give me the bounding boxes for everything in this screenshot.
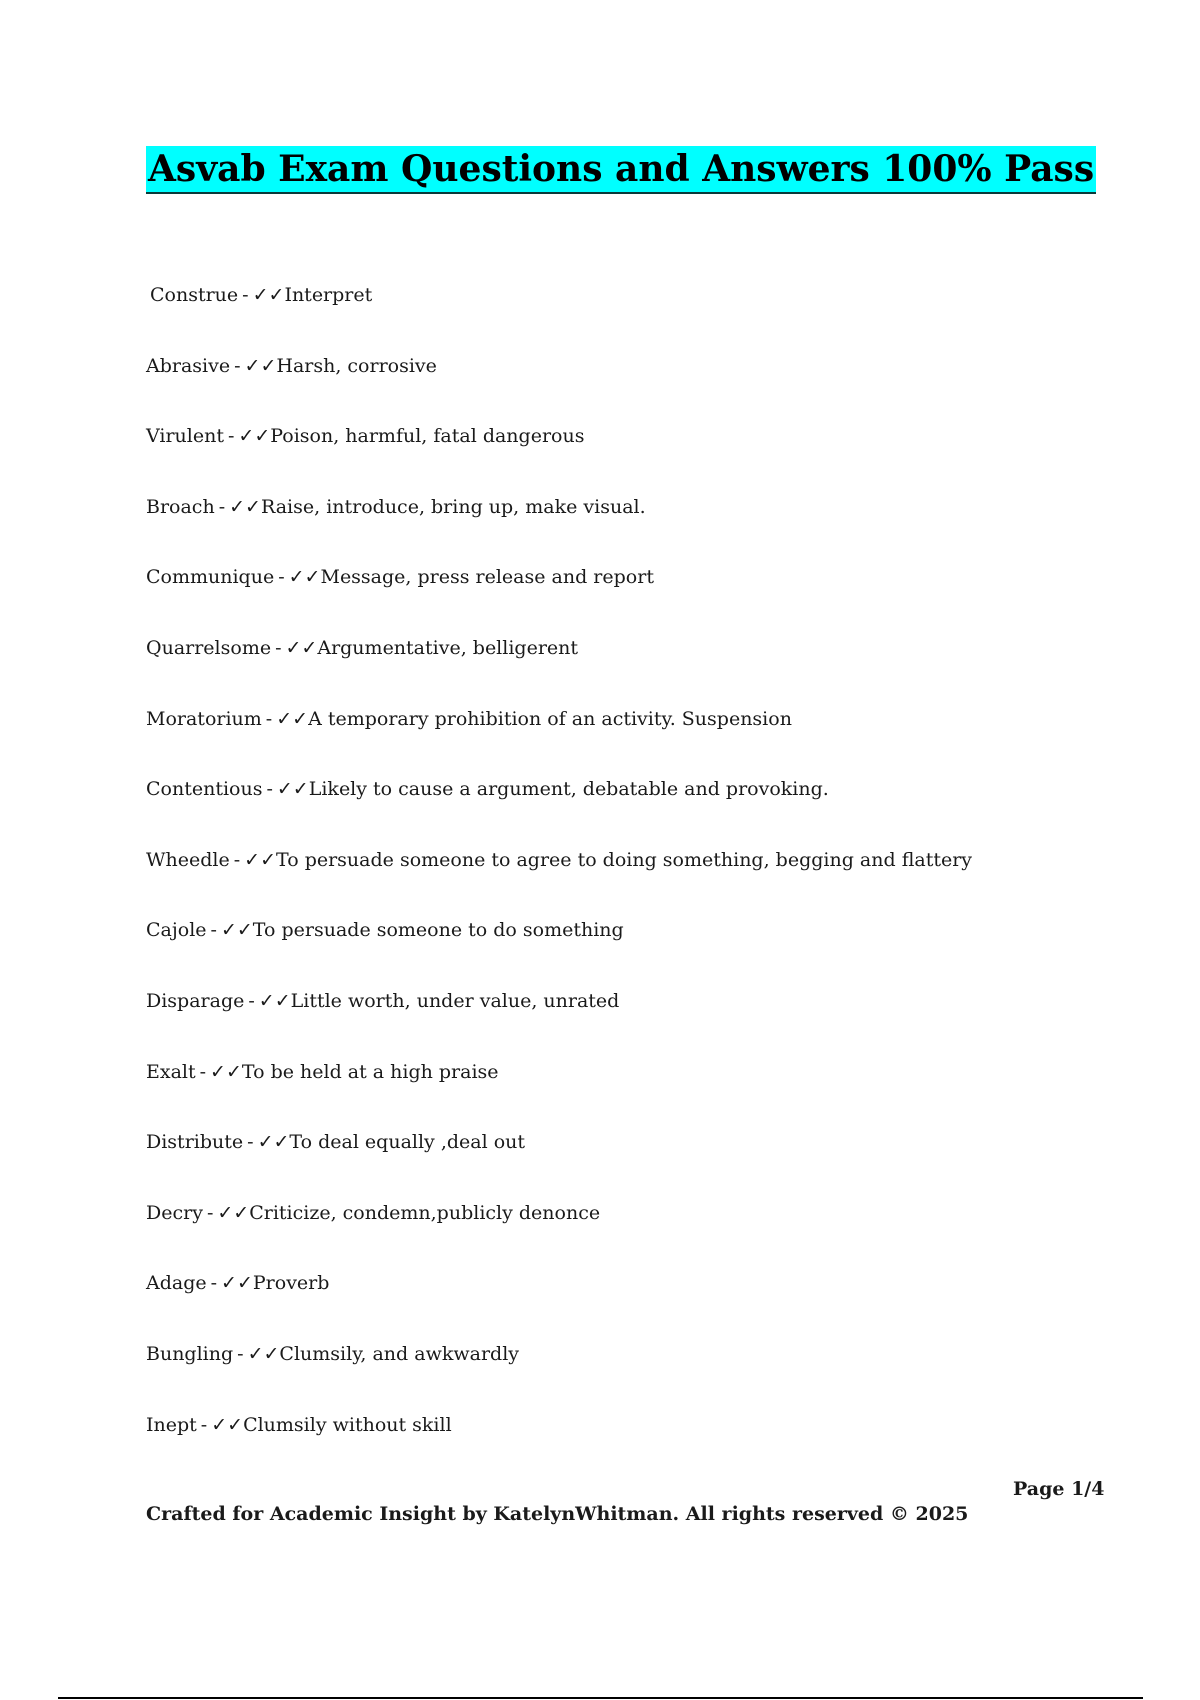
check-mark-icon: ✓✓ — [211, 1413, 244, 1436]
definition: To be held at a high praise — [241, 1060, 499, 1083]
term-entry — [146, 565, 1106, 636]
term: Broach — [146, 495, 215, 518]
definition: Criticize, condemn,publicly denonce — [249, 1201, 601, 1224]
check-mark-icon: ✓✓ — [285, 636, 318, 659]
term-entry — [146, 636, 1106, 707]
separator: - — [210, 919, 217, 942]
title-block — [146, 146, 1096, 194]
term: Communique — [146, 566, 275, 589]
term: Distribute — [146, 1131, 244, 1154]
separator: - — [206, 1201, 214, 1224]
separator: - — [199, 1060, 207, 1083]
term: Moratorium — [146, 707, 262, 730]
term: Cajole — [146, 919, 207, 942]
term-entry — [146, 918, 1106, 989]
term-entry — [146, 989, 1106, 1060]
term-entry — [146, 848, 1106, 919]
check-mark-icon: ✓✓ — [244, 354, 277, 377]
term: Abrasive — [146, 354, 231, 377]
definition: Little worth, under value, unrated — [290, 989, 620, 1012]
definition: A temporary prohibition of an activity. Suspension — [308, 707, 792, 730]
separator: - — [266, 778, 273, 801]
definition: Clumsily without skill — [243, 1413, 452, 1436]
term: Contentious — [146, 778, 263, 801]
term-entry — [146, 1201, 1106, 1272]
page-number: Page 1/4 — [1013, 1478, 1105, 1500]
bottom-divider — [58, 1697, 1143, 1699]
separator: - — [227, 425, 235, 448]
definition: Poison, harmful, fatal dangerous — [270, 425, 585, 448]
document-title: Asvab Exam Questions and Answers 100% Pass — [146, 146, 1096, 194]
check-mark-icon: ✓✓ — [252, 284, 285, 306]
separator: - — [265, 707, 273, 730]
term-entry — [146, 424, 1106, 495]
check-mark-icon: ✓✓ — [238, 425, 271, 448]
term-entry — [146, 1130, 1106, 1201]
separator: - — [247, 1131, 254, 1154]
footer-copyright: Crafted for Academic Insight by KatelynWhitman. All rights reserved © 2025 — [146, 1503, 969, 1525]
term-list — [146, 283, 1106, 1483]
definition: To persuade someone to do something — [252, 919, 624, 942]
term-entry — [146, 283, 1106, 354]
term: Exalt — [146, 1060, 196, 1083]
term: Disparage — [146, 989, 245, 1012]
term-entry — [146, 777, 1106, 848]
check-mark-icon: ✓✓ — [276, 707, 309, 730]
separator: - — [200, 1413, 208, 1436]
check-mark-icon: ✓✓ — [276, 778, 309, 801]
term: Quarrelsome — [146, 636, 272, 659]
definition: Clumsily, and awkwardly — [279, 1342, 519, 1365]
definition: Message, press release and report — [320, 566, 654, 589]
check-mark-icon: ✓✓ — [288, 566, 321, 589]
term: Construe — [150, 284, 239, 306]
term: Decry — [146, 1201, 203, 1224]
separator: - — [237, 1342, 244, 1365]
check-mark-icon: ✓✓ — [217, 1201, 250, 1224]
term-entry — [146, 1060, 1106, 1131]
term-entry — [146, 707, 1106, 778]
check-mark-icon: ✓✓ — [258, 989, 291, 1012]
definition: Proverb — [252, 1272, 330, 1295]
term-entry — [146, 495, 1106, 566]
definition: To deal equally ,deal out — [289, 1131, 526, 1154]
separator: - — [242, 284, 249, 306]
separator: - — [275, 636, 282, 659]
term-entry — [146, 1271, 1106, 1342]
term: Virulent — [146, 425, 224, 448]
term: Inept — [146, 1413, 197, 1436]
term: Wheedle — [146, 848, 230, 871]
check-mark-icon: ✓✓ — [229, 495, 261, 518]
definition: Interpret — [284, 284, 373, 306]
term-entry — [146, 1342, 1106, 1413]
term-entry — [146, 354, 1106, 425]
definition: Harsh, corrosive — [276, 354, 437, 377]
separator: - — [278, 566, 285, 589]
definition: Raise, introduce, bring up, make visual. — [260, 495, 646, 518]
check-mark-icon: ✓✓ — [244, 848, 277, 871]
separator: - — [248, 989, 255, 1012]
term-entry — [146, 1413, 1106, 1484]
separator: - — [233, 848, 241, 871]
check-mark-icon: ✓✓ — [220, 919, 253, 942]
separator: - — [218, 495, 226, 518]
definition: Likely to cause a argument, debatable and provoking. — [308, 778, 829, 801]
check-mark-icon: ✓✓ — [210, 1060, 242, 1083]
check-mark-icon: ✓✓ — [247, 1342, 280, 1365]
separator: - — [234, 354, 241, 377]
definition: To persuade someone to agree to doing something, begging and flattery — [276, 848, 973, 871]
term: Adage — [146, 1272, 207, 1295]
term: Bungling — [146, 1342, 234, 1365]
separator: - — [210, 1272, 218, 1295]
check-mark-icon: ✓✓ — [257, 1131, 290, 1154]
definition: Argumentative, belligerent — [317, 636, 579, 659]
check-mark-icon: ✓✓ — [221, 1272, 253, 1295]
